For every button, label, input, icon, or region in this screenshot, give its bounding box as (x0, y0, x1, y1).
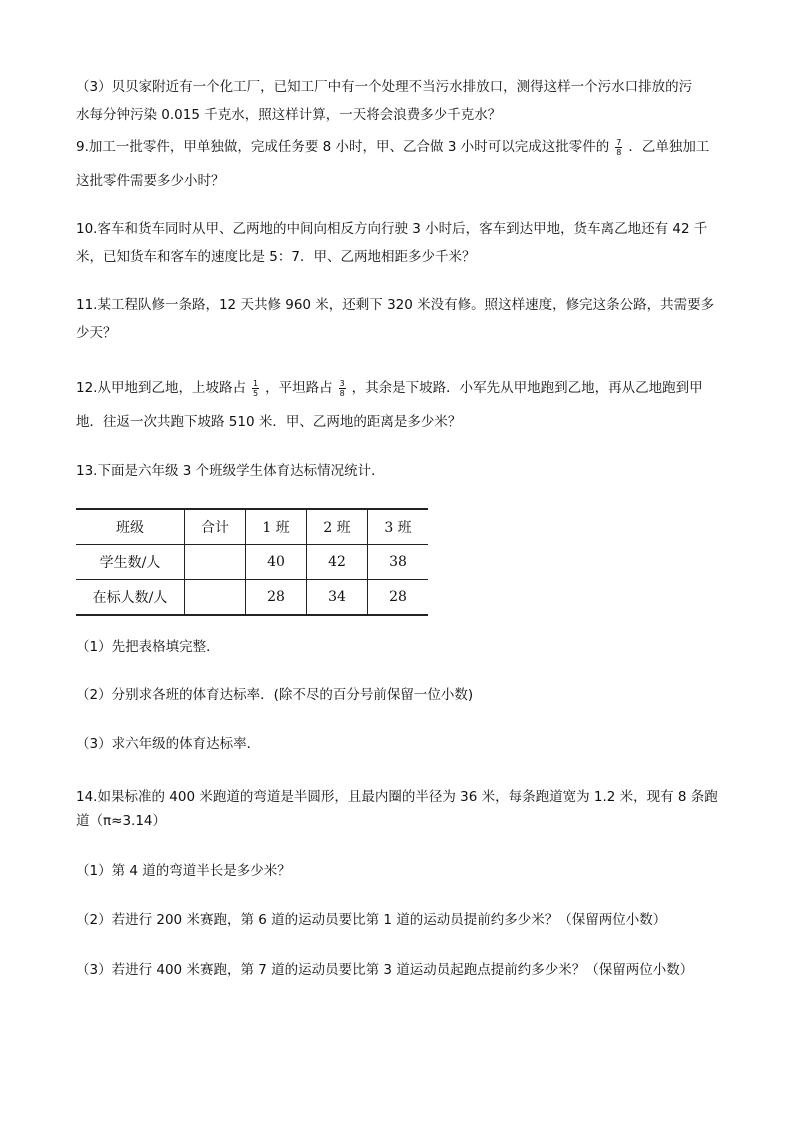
table-header-cell: 3 班 (368, 509, 429, 545)
table-row (76, 545, 428, 580)
table-row (76, 580, 428, 616)
q11-line1: 11.某工程队修一条路，12 天共修 960 米，还剩下 320 米没有修。照这样速度，修完这条公路，共需要多 (76, 297, 715, 313)
q10-line1: 10.客车和货车同时从甲、乙两地的中间向相反方向行驶 3 小时后，客车到达甲地，货车离乙地还有 42 千 (76, 221, 708, 237)
q12-fraction-uphill (252, 379, 259, 398)
q12-fraction2-numerator: 3 (339, 378, 345, 388)
table-cell: 40 (246, 545, 307, 580)
table-header-cell: 班级 (76, 509, 185, 545)
q12-line2: 地．往返一次共跑下坡路 510 米．甲、乙两地的距离是多少米？ (76, 414, 462, 430)
q9-fraction-numerator: 7 (616, 137, 622, 147)
q12-text-b: ，平坦路占 (265, 380, 333, 396)
q9-text-a: 9.加工一批零件，甲单独做，完成任务要 8 小时，甲、乙合做 3 小时可以完成这批零件的 (76, 139, 610, 155)
fitness-statistics-table (76, 508, 428, 616)
q12-text-c: ，其余是下坡路．小军先从甲地跑到乙地，再从乙地跑到甲 (351, 380, 703, 396)
q12-fraction1-numerator: 1 (252, 378, 259, 388)
q9-line2: 这批零件需要多少小时？ (76, 173, 225, 189)
q9-text-b: ．乙单独加工 (628, 139, 710, 155)
q8-part3-line1: （3）贝贝家附近有一个化工厂，已知工厂中有一个处理不当污水排放口，测得这样一个污水口排放的污 (76, 79, 693, 95)
q12-fraction2-denominator: 8 (339, 388, 345, 398)
q13-sub1: （1）先把表格填完整． (76, 639, 220, 655)
table-header-row (76, 509, 428, 545)
q13-sub3: （3）求六年级的体育达标率． (76, 736, 261, 752)
table-cell: 学生数/人 (76, 545, 185, 580)
q9-line1 (76, 132, 718, 162)
q10-line2: 米，已知货车和客车的速度比是 5：7．甲、乙两地相距多少千米？ (76, 249, 476, 265)
q12-text-a: 12.从甲地到乙地，上坡路占 (76, 380, 246, 396)
q14-line1: 14.如果标准的 400 米跑道的弯道是半圆形，且最内圈的半径为 36 米，每条跑道宽为 1.2 米，现有 8 条跑 (76, 789, 718, 805)
table-cell: 34 (307, 580, 368, 616)
table-header-cell: 1 班 (246, 509, 307, 545)
table-cell: 28 (246, 580, 307, 616)
table-header-cell: 合计 (185, 509, 246, 545)
table-header-cell: 2 班 (307, 509, 368, 545)
table-cell: 38 (368, 545, 429, 580)
table-cell: 在标人数/人 (76, 580, 185, 616)
q13-sub2: （2）分别求各班的体育达标率．(除不尽的百分号前保留一位小数) (76, 687, 474, 703)
q12-line1 (76, 373, 718, 403)
q9-fraction (615, 138, 622, 157)
q9-fraction-denominator: 8 (616, 147, 622, 157)
q12-fraction-flat (339, 379, 346, 398)
q12-fraction1-denominator: 5 (252, 388, 259, 398)
q11-line2: 少天？ (76, 325, 117, 341)
q8-part3-line2: 水每分钟污染 0.015 千克水，照这样计算，一天将会浪费多少千克水？ (76, 107, 502, 123)
table-cell: 42 (307, 545, 368, 580)
table-cell-blank (185, 580, 246, 616)
q13-title: 13.下面是六年级 3 个班级学生体育达标情况统计． (76, 463, 385, 479)
table-cell-blank (185, 545, 246, 580)
table-cell: 28 (368, 580, 429, 616)
q14-line2: 道（π≈3.14） (76, 813, 166, 829)
q14-sub1: （1）第 4 道的弯道半长是多少米？ (76, 863, 291, 879)
q14-sub3: （3）若进行 400 米赛跑，第 7 道的运动员要比第 3 道运动员起跑点提前约多少米？（保留两位小数） (76, 962, 694, 978)
q14-sub2: （2）若进行 200 米赛跑，第 6 道的运动员要比第 1 道的运动员提前约多少米？（保留两位小数） (76, 912, 667, 928)
